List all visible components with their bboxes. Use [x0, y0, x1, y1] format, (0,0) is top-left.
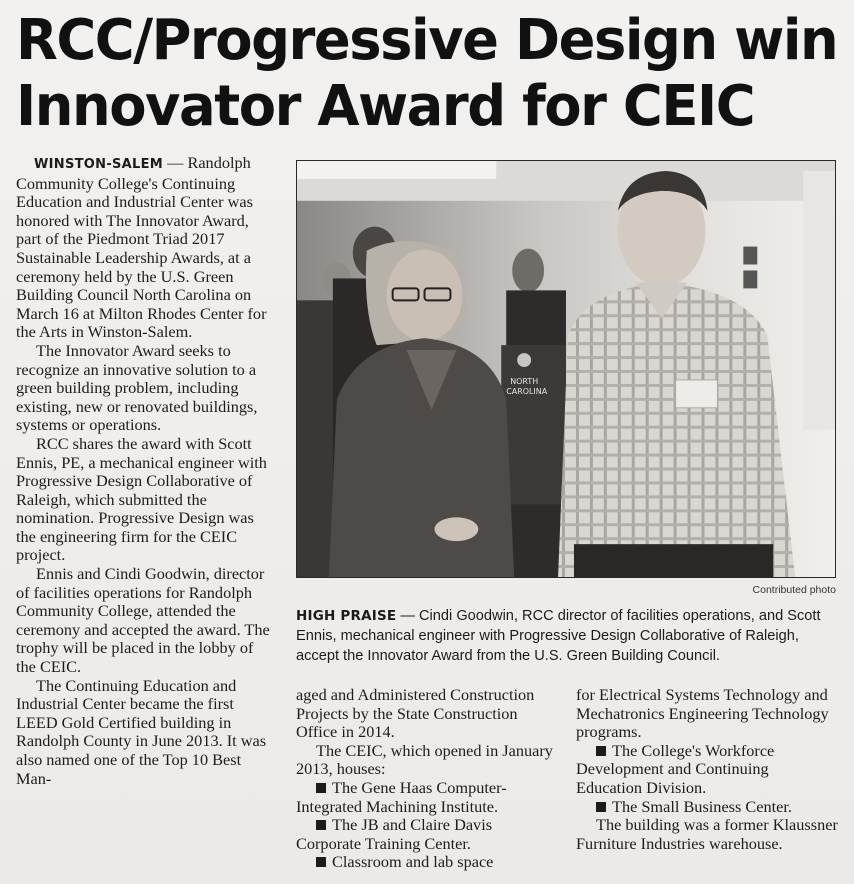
sign-text-2: CAROLINA	[506, 386, 548, 396]
list-item-text: Classroom and lab space	[332, 852, 494, 872]
list-item-text: The College's Workforce Development and Continuing Education Division.	[576, 740, 775, 797]
caption-text: — Cindi Goodwin, RCC director of facilities operations, and Scott Ennis, mechanical engineer with Progressive Design Collaborative of Raleigh, accept the Innovator Award from the U.S. Green Building Council.	[296, 608, 821, 664]
list-item	[576, 742, 838, 798]
article-paragraph: RCC shares the award with Scott Ennis, PE, a mechanical engineer with Progressive Design Collaborative of Raleigh, which submitted the nomination. Progressive Design was the engineering firm for the CEIC project.	[16, 433, 267, 565]
list-item-text: The Gene Haas Computer-Integrated Machining Institute.	[296, 777, 507, 816]
article-paragraph: The Continuing Education and Industrial Center became the first LEED Gold Certified building in Randolph County in June 2013. It was also named one of the Top 10 Best Man-	[16, 675, 267, 788]
list-item	[296, 816, 554, 853]
article-paragraph: The CEIC, which opened in January 2013, houses:	[296, 740, 553, 779]
bullet-icon	[316, 857, 326, 867]
article-column-3	[576, 686, 838, 853]
list-item-text: The JB and Claire Davis Corporate Training Center.	[296, 815, 493, 853]
dateline: WINSTON-SALEM	[34, 157, 164, 172]
photo-illustration	[297, 161, 835, 577]
list-item	[576, 798, 838, 817]
caption-kicker: HIGH PRAISE	[296, 608, 397, 624]
bullet-icon	[596, 802, 606, 812]
headline-line-2: Innovator Award for CEIC	[16, 74, 755, 139]
article-column-1	[16, 154, 274, 788]
bullet-icon	[596, 746, 606, 756]
list-item	[296, 853, 554, 872]
photo-caption	[296, 606, 844, 666]
article-paragraph: The Innovator Award seeks to recognize an innovative solution to a green building problem, including existing, new or renovated buildings, systems or operations.	[16, 340, 258, 435]
award-photo	[296, 160, 836, 578]
list-item	[296, 779, 554, 816]
article-text: — Randolph Community College's Continuing Education and Industrial Center was honored with The Innovator Award, part of the Piedmont Triad 2017 Sustainable Leadership Awards, at a ceremony held by the U.S. Green Building Council North Carolina on March 16 at Milton Rhodes Center for the Arts in Winston-Salem.	[16, 153, 267, 342]
article-paragraph: for Electrical Systems Technology and Mechatronics Engineering Technology programs.	[576, 685, 829, 742]
bullet-icon	[316, 820, 326, 830]
article-paragraph: Ennis and Cindi Goodwin, director of facilities operations for Randolph Community College, attended the ceremony and accepted the award. The trophy will be placed in the lobby of the CEIC.	[16, 564, 270, 677]
article-paragraph: The building was a former Klaussner Furniture Industries warehouse.	[576, 815, 838, 853]
bullet-icon	[316, 783, 326, 793]
article-paragraph	[16, 154, 274, 342]
photo-credit: Contributed photo	[752, 584, 836, 596]
list-item-text: The Small Business Center.	[612, 796, 792, 816]
headline-line-1: RCC/Progressive Design win	[16, 8, 838, 73]
sign-text-1: NORTH	[510, 376, 539, 386]
headline	[16, 8, 838, 140]
article-column-2	[296, 686, 554, 872]
article-paragraph: aged and Administered Construction Projects by the State Construction Office in 2014.	[296, 685, 535, 742]
